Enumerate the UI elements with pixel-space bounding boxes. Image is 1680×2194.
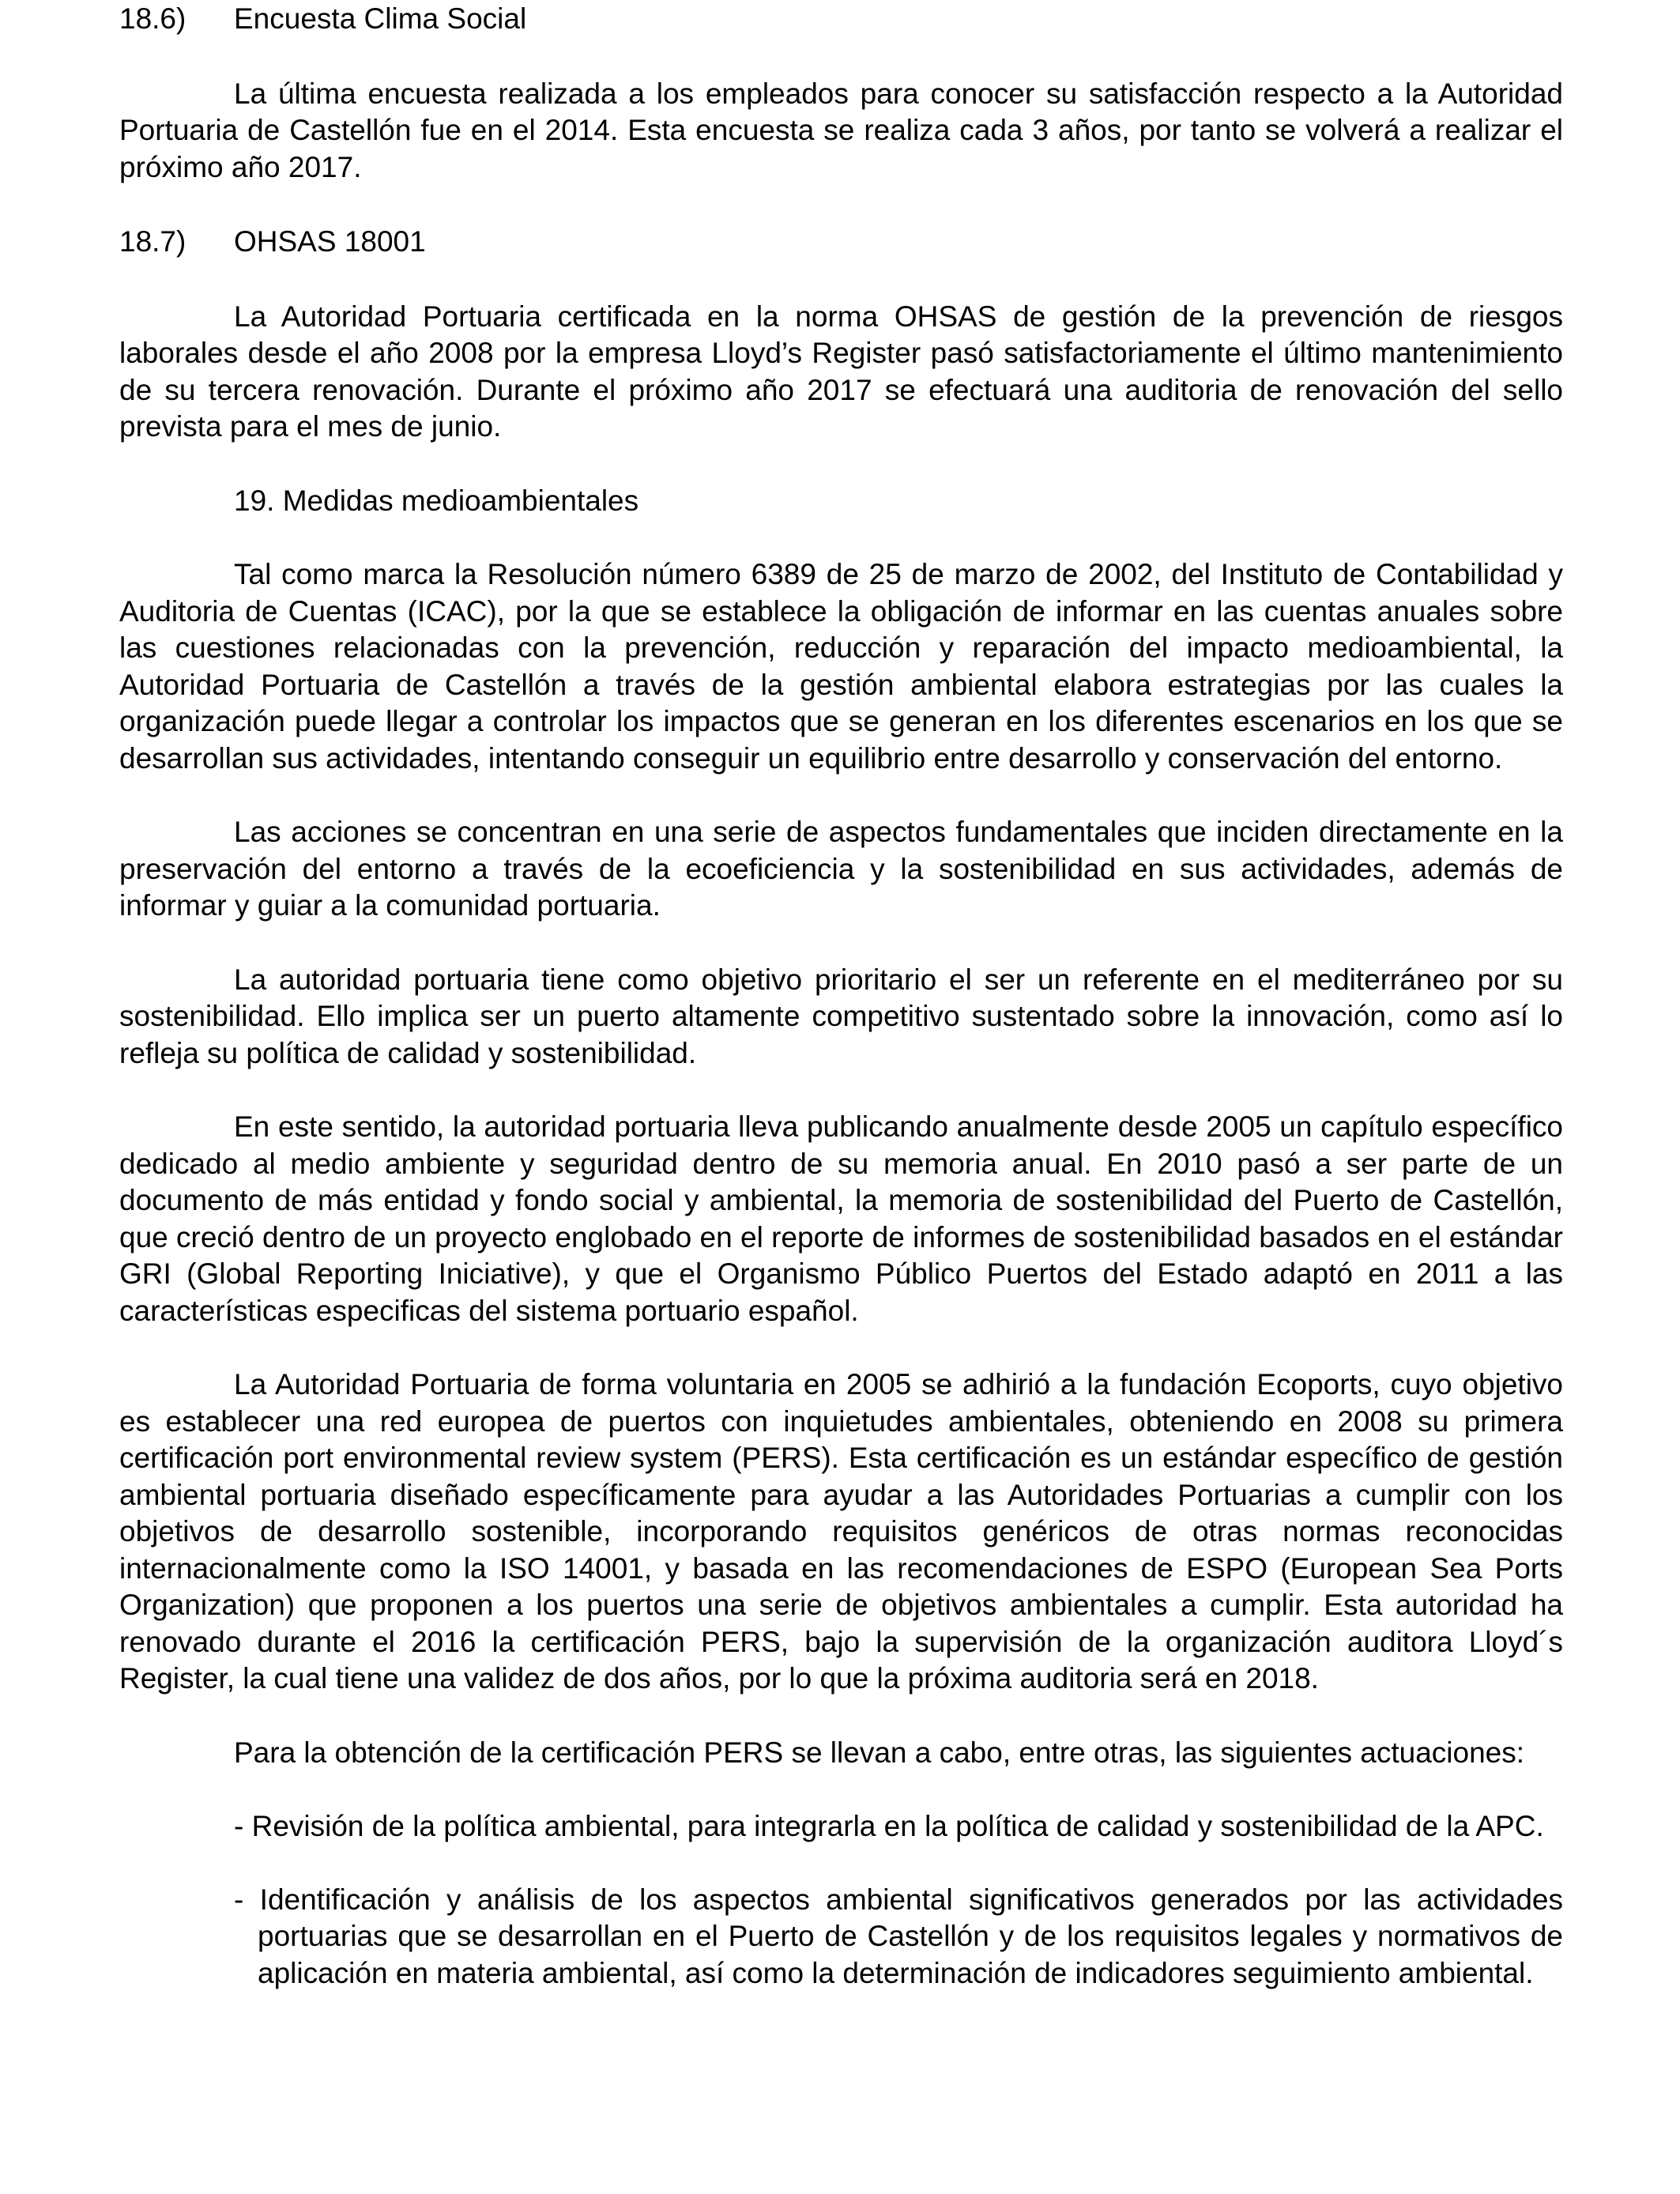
heading-18-7 — [119, 224, 1563, 261]
list-item: - Revisión de la política ambiental, para integrarla en la política de calidad y sostenibilidad de la APC. — [234, 1810, 1544, 1842]
paragraph-19-1: Tal como marca la Resolución número 6389 de 25 de marzo de 2002, del Instituto de Contabilidad y Auditoria de Cuentas (ICAC), por la que se establece la obligación de informar en las cuentas anuales sobre las cuestiones relacionadas con la prevención, reducción y reparación del impacto medioambiental, la Autoridad Portuaria de Castellón a través de la gestión ambiental elabora estrategias por las cuales la organización puede llegar a controlar los impactos que se generan en los diferentes escenarios en los que se desarrollan sus actividades, intentando conseguir un equilibrio entre desarrollo y conservación del entorno. — [119, 558, 1563, 775]
list-item: - Identificación y análisis de los aspectos ambiental significativos generados por las actividades portuarias que se desarrollan en el Puerto de Castellón y de los requisitos legales y normativos de aplicación en materia ambiental, así como la determinación de indicadores seguimiento ambiental. — [234, 1883, 1563, 1989]
paragraph-19-2: Las acciones se concentran en una serie de aspectos fundamentales que inciden directamente en la preservación del entorno a través de la ecoeficiencia y la sostenibilidad en sus actividades, además de informar y guiar a la comunidad portuaria. — [119, 816, 1563, 922]
paragraph-19-4: En este sentido, la autoridad portuaria lleva publicando anualmente desde 2005 un capítulo específico dedicado al medio ambiente y seguridad dentro de su memoria anual. En 2010 pasó a ser parte de un documento de más entidad y fondo social y ambiental, la memoria de sostenibilidad del Puerto de Castellón, que creció dentro de un proyecto englobado en el reporte de informes de sostenibilidad basados en el estándar GRI (Global Reporting Iniciative), y que el Organismo Público Puertos del Estado adaptó en 2011 a las características especificas del sistema portuario español. — [119, 1110, 1563, 1327]
paragraph-18-6-1: La última encuesta realizada a los empleados para conocer su satisfacción respecto a la Autoridad Portuaria de Castellón fue en el 2014. Esta encuesta se realiza cada 3 años, por tanto se volverá a realizar el próximo año 2017. — [119, 77, 1563, 183]
heading-18-7-number: 18.7) — [119, 225, 186, 258]
actions-list — [119, 1808, 1563, 1992]
heading-18-6 — [119, 1, 1563, 38]
paragraph-19-3: La autoridad portuaria tiene como objetivo prioritario el ser un referente en el mediterráneo por su sostenibilidad. Ello implica ser un puerto altamente competitivo sustentado sobre la innovación, como así lo refleja su política de calidad y sostenibilidad. — [119, 963, 1563, 1069]
paragraph-19-5: La Autoridad Portuaria de forma voluntaria en 2005 se adhirió a la fundación Ecoports, cuyo objetivo es establecer una red europea de puertos con inquietudes ambientales, obteniendo en 2008 su primera certificación port environmental review system (PERS). Esta certificación es un estándar específico de gestión ambiental portuaria diseñado específicamente para ayudar a las Autoridades Portuarias a cumplir con los objetivos de desarrollo sostenible, incorporando requisitos genéricos de otras normas reconocidas internacionalmente como la ISO 14001, y basada en las recomendaciones de ESPO (European Sea Ports Organization) que proponen a los puertos una serie de objetivos ambientales a cumplir. Esta autoridad ha renovado durante el 2016 la certificación PERS, bajo la supervisión de la organización auditora Lloyd´s Register, la cual tiene una validez de dos años, por lo que la próxima auditoria será en 2018. — [119, 1368, 1563, 1695]
heading-18-7-title: OHSAS 18001 — [234, 225, 426, 258]
heading-18-6-number: 18.6) — [119, 2, 186, 35]
paragraph-19-6: Para la obtención de la certificación PERS se llevan a cabo, entre otras, las siguientes actuaciones: — [234, 1736, 1525, 1769]
paragraph-18-7-1: La Autoridad Portuaria certificada en la norma OHSAS de gestión de la prevención de riesgos laborales desde el año 2008 por la empresa Lloyd’s Register pasó satisfactoriamente el último mantenimiento de su tercera renovación. Durante el próximo año 2017 se efectuará una auditoria de renovación del sello prevista para el mes de junio. — [119, 300, 1563, 443]
heading-18-6-title: Encuesta Clima Social — [234, 2, 527, 35]
heading-19: 19. Medidas medioambientales — [234, 484, 639, 517]
page-content — [119, 1, 1563, 1992]
